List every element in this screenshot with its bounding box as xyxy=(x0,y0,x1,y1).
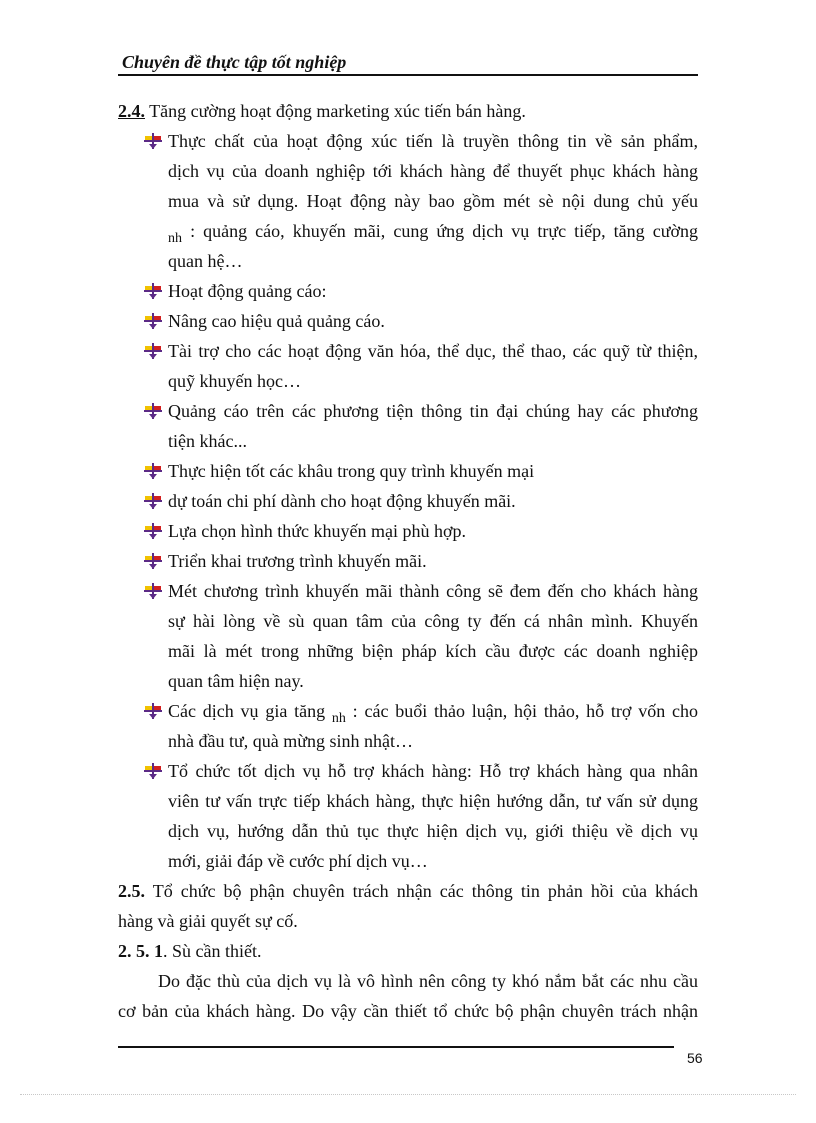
bullet-line xyxy=(118,126,698,156)
bullet-arrow-icon xyxy=(144,313,162,329)
bullet-text: tiện khác... xyxy=(168,431,247,451)
bullet-line xyxy=(118,606,698,636)
bullet-arrow-icon xyxy=(144,553,162,569)
bullet-arrow-icon xyxy=(144,493,162,509)
bullet-text: Nâng cao hiệu quả quảng cáo. xyxy=(168,311,385,331)
bullet-text: Quảng cáo trên các phương tiện thông tin đại chúng hay các phương xyxy=(168,401,698,421)
bullet-arrow-icon xyxy=(144,283,162,299)
bullet-line xyxy=(118,336,698,366)
bullet-line xyxy=(118,186,698,216)
bullet-arrow-icon xyxy=(144,763,162,779)
bullet-arrow-icon xyxy=(144,703,162,719)
section-2-5-1-title: . Sù cần thiết. xyxy=(163,941,262,961)
section-2-5-heading-line1 xyxy=(118,876,698,906)
paragraph-line-1: Do đặc thù của dịch vụ là vô hình nên công ty khó nắm bắt các nhu cầu xyxy=(158,971,698,991)
subscript-nh: nh xyxy=(331,711,346,726)
bullet-line xyxy=(118,456,698,486)
bullet-item xyxy=(118,576,698,696)
bullet-text: Thực hiện tốt các khâu trong quy trình khuyến mại xyxy=(168,461,535,481)
bullet-item xyxy=(118,516,698,546)
bullet-arrow-icon xyxy=(144,583,162,599)
bullet-item xyxy=(118,486,698,516)
bullet-line xyxy=(118,396,698,426)
bullet-arrow-icon xyxy=(144,463,162,479)
bullet-text: Hoạt động quảng cáo: xyxy=(168,281,327,301)
bullet-arrow-icon xyxy=(144,343,162,359)
header-rule xyxy=(118,74,698,76)
bullet-line xyxy=(118,726,698,756)
page-number: 56 xyxy=(687,1050,703,1066)
bullet-line xyxy=(118,276,698,306)
subscript-nh: nh xyxy=(168,231,182,246)
bullet-item xyxy=(118,306,698,336)
bullet-list xyxy=(118,126,698,876)
bullet-text: Tài trợ cho các hoạt động văn hóa, thể dục, thể thao, các quỹ từ thiện, xyxy=(168,341,698,361)
section-2-5-heading-line2: hàng và giải quyết sự cố. xyxy=(118,911,298,931)
bullet-text: dịch vụ, hướng dẫn thủ tục thực hiện dịch vụ, giới thiệu về dịch vụ xyxy=(168,821,698,841)
bullet-text: Tổ chức tốt dịch vụ hỗ trợ khách hàng: Hỗ trợ khách hàng qua nhân xyxy=(168,761,698,781)
bullet-text: viên tư vấn trực tiếp khách hàng, thực hiện hướng dẫn, tư vấn sử dụng xyxy=(168,791,698,811)
page-bottom-border xyxy=(20,1094,796,1095)
bullet-text: quan tâm hiện nay. xyxy=(168,671,304,691)
bullet-text: Thực chất của hoạt động xúc tiến là truyền thông tin về sản phẩm, xyxy=(168,131,698,151)
section-2-4-number: 2.4. xyxy=(118,101,145,121)
bullet-text: Lựa chọn hình thức khuyến mại phù hợp. xyxy=(168,521,466,541)
paragraph-line-2: cơ bản của khách hàng. Do vậy cần thiết tổ chức bộ phận chuyên trách nhận xyxy=(118,1001,698,1021)
bullet-line xyxy=(118,366,698,396)
bullet-text: sự hài lòng về sù quan tâm của công ty đến cá nhân mình. Khuyến xyxy=(168,611,698,631)
bullet-arrow-icon xyxy=(144,133,162,149)
bullet-item xyxy=(118,126,698,276)
bullet-item xyxy=(118,456,698,486)
bullet-item xyxy=(118,276,698,306)
section-2-4-heading xyxy=(118,96,698,126)
bullet-line xyxy=(118,486,698,516)
bullet-line xyxy=(118,516,698,546)
bullet-text: : quảng cáo, khuyến mãi, cung ứng dịch vụ trực tiếp, tăng cường xyxy=(182,221,698,241)
bullet-line xyxy=(118,666,698,696)
bullet-text: mua và sử dụng. Hoạt động này bao gồm mét sè nội dung chủ yếu xyxy=(168,191,698,211)
bullet-text: dự toán chi phí dành cho hoạt động khuyến mãi. xyxy=(168,491,516,511)
bullet-arrow-icon xyxy=(144,403,162,419)
bullet-text: nhà đầu tư, quà mừng sinh nhật… xyxy=(168,731,413,751)
bullet-text-suffix: : các buổi thảo luận, hội thảo, hỗ trợ vốn cho xyxy=(345,701,698,721)
bullet-text: Mét chương trình khuyến mãi thành công sẽ đem đến cho khách hàng xyxy=(168,581,698,601)
bullet-line xyxy=(118,156,698,186)
bullet-line xyxy=(118,546,698,576)
bullet-text-prefix: Các dịch vụ gia tăng xyxy=(168,701,332,721)
bullet-line xyxy=(118,846,698,876)
bullet-text: Triển khai trương trình khuyến mãi. xyxy=(168,551,427,571)
bullet-line xyxy=(118,306,698,336)
bullet-text: quỹ khuyến học… xyxy=(168,371,301,391)
bullet-item xyxy=(118,696,698,756)
bullet-item xyxy=(118,336,698,396)
bullet-line xyxy=(118,816,698,846)
section-2-5-1-number: 2. 5. 1 xyxy=(118,941,163,961)
bullet-line xyxy=(118,636,698,666)
footer-rule xyxy=(118,1046,674,1048)
bullet-line xyxy=(118,426,698,456)
bullet-line xyxy=(118,696,698,726)
bullet-line xyxy=(118,216,698,246)
bullet-item xyxy=(118,756,698,876)
bullet-line xyxy=(118,786,698,816)
section-2-5-title-line1: Tổ chức bộ phận chuyên trách nhận các thông tin phản hồi của khách xyxy=(145,881,698,901)
bullet-line xyxy=(118,576,698,606)
bullet-arrow-icon xyxy=(144,523,162,539)
bullet-text: quan hệ… xyxy=(168,251,243,271)
bullet-text: mãi là mét trong những biện pháp kích cầu được các doanh nghiệp xyxy=(168,641,698,661)
page-content xyxy=(118,96,698,1026)
section-2-4-title: Tăng cường hoạt động marketing xúc tiến bán hàng. xyxy=(145,101,526,121)
bullet-text: dịch vụ của doanh nghiệp tới khách hàng để thuyết phục khách hàng xyxy=(168,161,698,181)
bullet-text: mới, giải đáp về cước phí dịch vụ… xyxy=(168,851,428,871)
bullet-item xyxy=(118,396,698,456)
section-2-5-number: 2.5. xyxy=(118,881,145,901)
bullet-line xyxy=(118,756,698,786)
bullet-line xyxy=(118,246,698,276)
header-title: Chuyên đề thực tập tốt nghiệp xyxy=(122,52,347,72)
section-2-5-1-heading xyxy=(118,936,698,966)
bullet-item xyxy=(118,546,698,576)
